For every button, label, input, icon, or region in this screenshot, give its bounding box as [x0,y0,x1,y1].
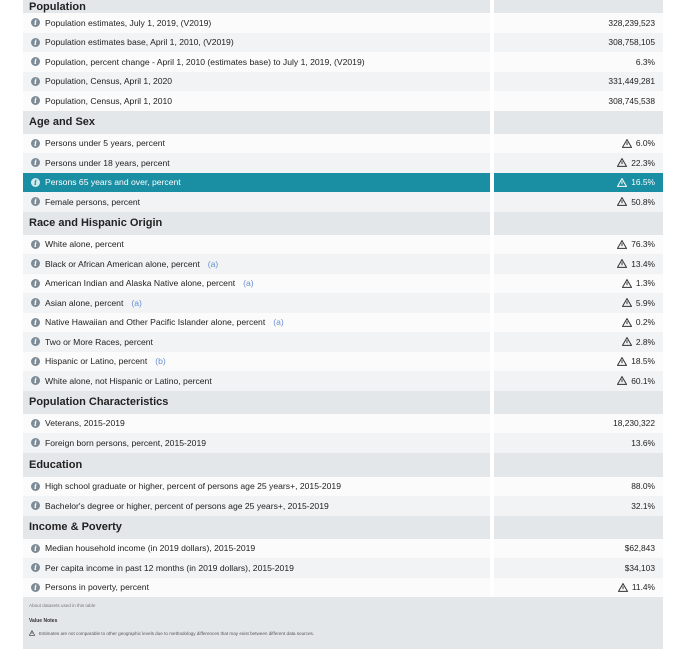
info-icon[interactable]: i [31,279,40,288]
row-label: Population, Census, April 1, 2010 [45,95,173,106]
warning-triangle-icon [617,197,627,206]
section-title: Population [29,0,86,13]
row-value: 0.2% [635,317,655,328]
row-label: Veterans, 2015-2019 [45,418,125,429]
info-icon[interactable]: i [31,419,40,428]
row-label: Two or More Races, percent [45,336,153,347]
row-label: Bachelor's degree or higher, percent of persons age 25 years+, 2015-2019 [45,500,329,511]
info-icon[interactable]: i [31,240,40,249]
row-label: Asian alone, percent [45,297,124,308]
warning-triangle-icon [622,318,632,327]
row-value: 18.5% [631,356,655,367]
row-label: Native Hawaiian and Other Pacific Islander alone, percent [45,317,266,328]
table-row[interactable] [23,192,663,212]
info-icon[interactable]: i [31,96,40,105]
section-title: Race and Hispanic Origin [29,217,163,229]
row-value: 6.0% [635,138,655,149]
section-title: Age and Sex [29,116,96,128]
row-value: 328,239,523 [608,17,655,28]
table-row[interactable] [23,235,663,255]
row-value: 331,449,281 [608,76,655,87]
section-header[interactable] [23,111,663,134]
section-header[interactable] [23,212,663,235]
row-label: Persons under 18 years, percent [45,157,170,168]
row-label: Population, percent change - April 1, 2010 (estimates base) to July 1, 2019, (V2019) [45,56,365,67]
warning-triangle-icon [622,279,632,288]
table-row[interactable] [23,496,663,516]
row-value: 11.4% [631,582,655,593]
table-row[interactable] [23,33,663,53]
estimates-note: Estimates are not comparable to other geographic levels due to methodology differences that may exist between different data sources. [39,630,315,636]
row-label: Population, Census, April 1, 2020 [45,76,173,87]
row-value: 6.3% [635,56,655,67]
row-label: Persons 65 years and over, percent [45,177,181,188]
row-value: 13.6% [631,437,655,448]
row-value: 5.9% [635,297,655,308]
info-icon[interactable]: i [31,298,40,307]
warning-triangle-icon [622,139,632,148]
row-value: $62,843 [624,543,655,554]
warning-triangle-icon [29,630,35,636]
row-value: 16.5% [631,177,655,188]
footnote-link[interactable]: (b) [155,356,166,367]
warning-triangle-icon [617,158,627,167]
row-label: White alone, percent [45,239,124,250]
row-label: Population estimates, July 1, 2019, (V2019) [45,17,212,28]
table-row[interactable] [23,72,663,92]
table-row[interactable] [23,153,663,173]
info-icon[interactable]: i [31,501,40,510]
warning-triangle-icon [622,337,632,346]
footnote-link[interactable]: (a) [243,278,254,289]
row-value: 1.3% [635,278,655,289]
info-icon[interactable]: i [31,178,40,187]
table-row[interactable] [23,414,663,434]
value-notes-heading: Value Notes [29,618,58,624]
row-label: Hispanic or Latino, percent [45,356,148,367]
table-row[interactable] [23,332,663,352]
row-value: 13.4% [631,258,655,269]
table-row[interactable] [23,274,663,294]
info-icon[interactable]: i [31,438,40,447]
row-label: White alone, not Hispanic or Latino, percent [45,375,212,386]
footnote-link[interactable]: (a) [131,297,142,308]
quickfacts-table [23,0,663,649]
row-label: American Indian and Alaska Native alone, percent [45,278,236,289]
warning-triangle-icon [622,298,632,307]
row-label: Population estimates base, April 1, 2010, (V2019) [45,37,234,48]
info-icon[interactable]: i [31,259,40,268]
warning-triangle-icon [617,240,627,249]
info-icon[interactable]: i [31,583,40,592]
table-row[interactable] [23,91,663,111]
row-value: 32.1% [631,500,655,511]
row-value: 50.8% [631,196,655,207]
row-value: 60.1% [631,375,655,386]
row-label: Persons in poverty, percent [45,582,149,593]
info-icon[interactable]: i [31,139,40,148]
info-icon[interactable]: i [31,544,40,553]
section-title: Income & Poverty [29,521,122,533]
section-header[interactable] [23,516,663,539]
info-icon[interactable]: i [31,57,40,66]
table-row[interactable] [23,352,663,372]
info-icon[interactable]: i [31,197,40,206]
table-row[interactable] [23,52,663,72]
table-row[interactable] [23,134,663,154]
table-row[interactable] [23,371,663,391]
row-label: Median household income (in 2019 dollars), 2015-2019 [45,543,256,554]
row-value: 308,745,538 [608,95,655,106]
warning-triangle-icon [617,376,627,385]
warning-triangle-icon [617,259,627,268]
table-row[interactable] [23,433,663,453]
section-header[interactable] [23,0,663,13]
info-icon[interactable]: i [31,77,40,86]
table-row[interactable] [23,477,663,497]
row-value: 308,758,105 [608,37,655,48]
info-icon[interactable]: i [31,482,40,491]
warning-triangle-icon [617,178,627,187]
section-header[interactable] [23,453,663,477]
table-row[interactable] [23,293,663,313]
row-value: 2.8% [635,336,655,347]
warning-triangle-icon [618,583,628,592]
row-label: Foreign born persons, percent, 2015-2019 [45,437,206,448]
info-icon[interactable]: i [31,38,40,47]
row-value: $34,103 [624,562,655,573]
row-value: 18,230,322 [613,418,655,429]
row-value: 22.3% [631,157,655,168]
footnote-link[interactable]: (a) [207,258,219,269]
about-datasets-link[interactable]: About datasets used in this table [29,603,96,608]
section-header[interactable] [23,391,663,414]
row-value: 76.3% [631,239,655,250]
section-title: Population Characteristics [29,396,169,408]
info-icon[interactable]: i [31,18,40,27]
row-label: Female persons, percent [45,196,141,207]
table-row[interactable] [23,539,663,559]
footnote-link[interactable]: (a) [273,317,284,328]
table-footer [23,597,663,649]
table-row[interactable] [23,13,663,33]
section-title: Education [29,458,83,471]
info-icon[interactable]: i [31,318,40,327]
table-row[interactable] [23,254,663,274]
row-label: High school graduate or higher, percent of persons age 25 years+, 2015-2019 [45,481,341,492]
row-label: Black or African American alone, percent [45,258,200,269]
info-icon[interactable]: i [31,357,40,366]
row-value: 88.0% [631,481,655,492]
table-row[interactable] [23,558,663,578]
info-icon[interactable]: i [31,563,40,572]
info-icon[interactable]: i [31,337,40,346]
table-row[interactable] [23,578,663,598]
row-label: Per capita income in past 12 months (in 2019 dollars), 2015-2019 [45,562,294,573]
info-icon[interactable]: i [31,158,40,167]
info-icon[interactable]: i [31,376,40,385]
table-row[interactable] [23,313,663,333]
table-row[interactable] [23,173,663,193]
warning-triangle-icon [617,357,627,366]
row-label: Persons under 5 years, percent [45,138,165,149]
